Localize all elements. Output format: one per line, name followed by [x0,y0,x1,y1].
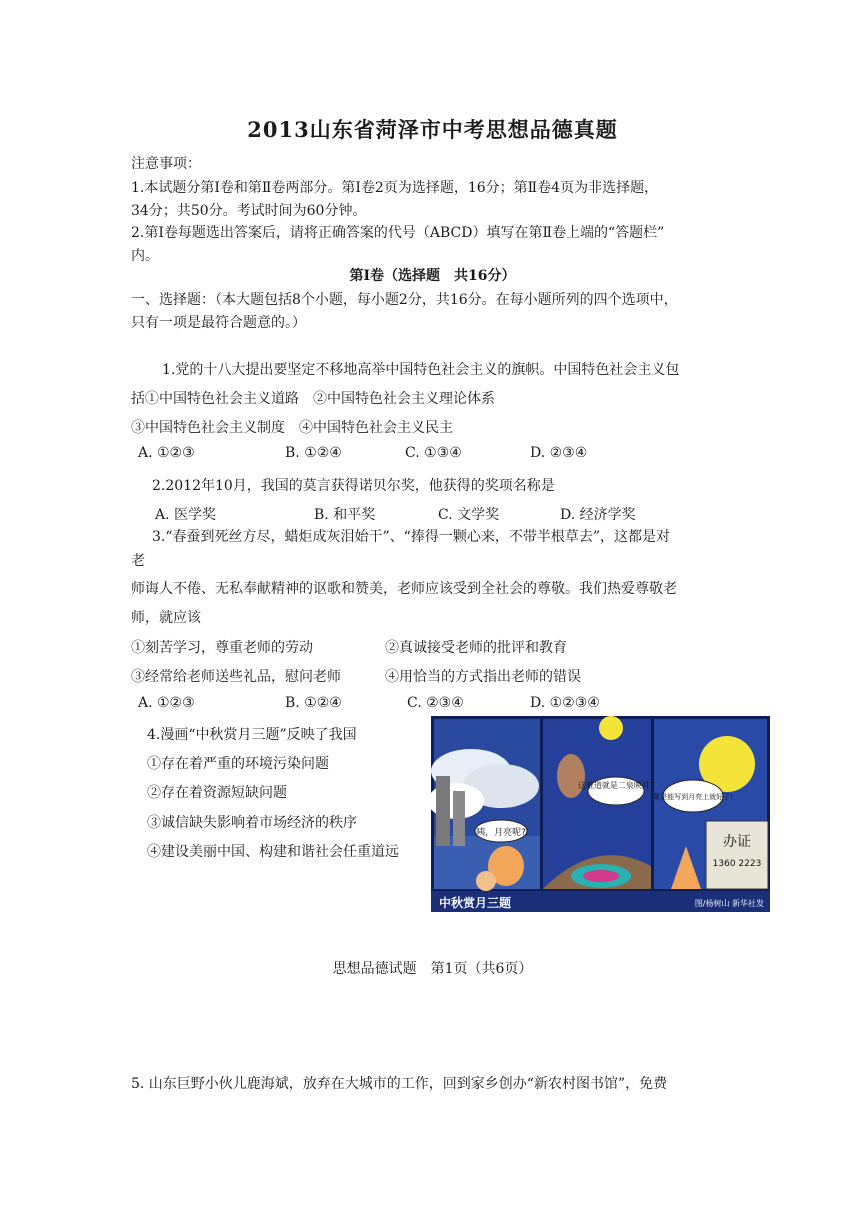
comic-panel-1 [431,719,540,891]
question-stem: 5. 山东巨野小伙儿鹿海斌，放弃在大城市的工作，回到家乡创办“新农村图书馆”，免费 [131,1076,668,1092]
mid-autumn-comic [431,716,770,912]
comic-panel-2 [543,716,654,889]
notice-line: 1.本试题分第Ⅰ卷和第Ⅱ卷两部分。第Ⅰ卷2页为选择题，16分；第Ⅱ卷4页为非选择题， [131,180,659,196]
question-stem: 师，就应该 [131,610,201,626]
section-instruction: 一、选择题：（本大题包括8个小题，每小题2分，共16分。在每小题所列的四个选项中， [131,292,678,308]
option-a: A. ①②③ [138,445,195,461]
question-stem: 3.“春蚕到死丝方尽，蜡炬成灰泪始干”、“捧得一颗心来，不带半根草去”，这都是对 [152,529,670,545]
choice-item: ②真诚接受老师的批评和教育 [385,640,567,656]
choice-item: ①刻苦学习，尊重老师的劳动 [131,640,313,656]
question-stem: 师诲人不倦、无私奉献精神的讴歌和赞美，老师应该受到全社会的尊敬。我们热爱尊敬老 [131,581,677,597]
option-b: B. ①②④ [285,695,342,711]
comic-phone: 1360 2223 [712,859,762,869]
notice-heading: 注意事项： [131,156,201,172]
choice-item: ③经常给老师送些礼品，慰问老师 [131,669,341,685]
comic-bubble-2: 这难道就是二泉映月? [577,781,655,790]
option-b: B. 和平奖 [314,507,376,523]
option-c: C. 文学奖 [438,507,500,523]
section-instruction: 只有一项是最符合题意的。） [131,315,306,331]
option-a: A. 医学奖 [155,507,217,523]
question-stem: ③中国特色社会主义制度 ④中国特色社会主义民主 [131,420,453,436]
page-title: 2013山东省菏泽市中考思想品德真题 [247,117,618,142]
choice-item: ④建设美丽中国、构建和谐社会任重道远 [147,844,399,860]
comic-panel-3 [653,719,768,889]
notice-line: 34分；共50分。考试时间为60分钟。 [131,203,367,219]
comic-bubble-3: 要是能写到月亮上就好了! [653,793,733,801]
option-c: C. ②③④ [407,695,464,711]
option-b: B. ①②④ [285,445,342,461]
option-d: D. 经济学奖 [560,507,636,523]
comic-bubble-1: 咦，月亮呢? [476,828,526,838]
comic-credit: 图/杨树山 新华社发 [694,899,764,908]
comic-caption: 中秋赏月三题 [439,896,512,910]
option-a: A. ①②③ [138,695,195,711]
choice-item: ①存在着严重的环境污染问题 [147,756,329,772]
question-stem: 括①中国特色社会主义道路 ②中国特色社会主义理论体系 [131,391,495,407]
notice-line: 内。 [131,248,159,264]
notice-line: 2.第Ⅰ卷每题选出答案后，请将正确答案的代号（ABCD）填写在第Ⅱ卷上端的“答题栏” [131,225,665,241]
option-c: C. ①③④ [405,445,462,461]
choice-item: ③诚信缺失影响着市场经济的秩序 [147,815,357,831]
choice-item: ②存在着资源短缺问题 [147,785,287,801]
question-stem: 老 [131,553,145,569]
option-d: D. ②③④ [530,445,588,461]
comic-sign: 办证 [723,834,751,850]
option-d: D. ①②③④ [530,695,600,711]
section-title: 第Ⅰ卷（选择题 共16分） [349,268,516,284]
question-stem: 4.漫画“中秋赏月三题”反映了我国 [147,727,357,743]
page-footer: 思想品德试题 第1页（共6页） [332,961,533,977]
question-stem: 1.党的十八大提出要坚定不移地高举中国特色社会主义的旗帜。中国特色社会主义包 [162,362,680,378]
question-stem: 2.2012年10月，我国的莫言获得诺贝尔奖，他获得的奖项名称是 [152,478,555,494]
choice-item: ④用恰当的方式指出老师的错误 [385,669,581,685]
